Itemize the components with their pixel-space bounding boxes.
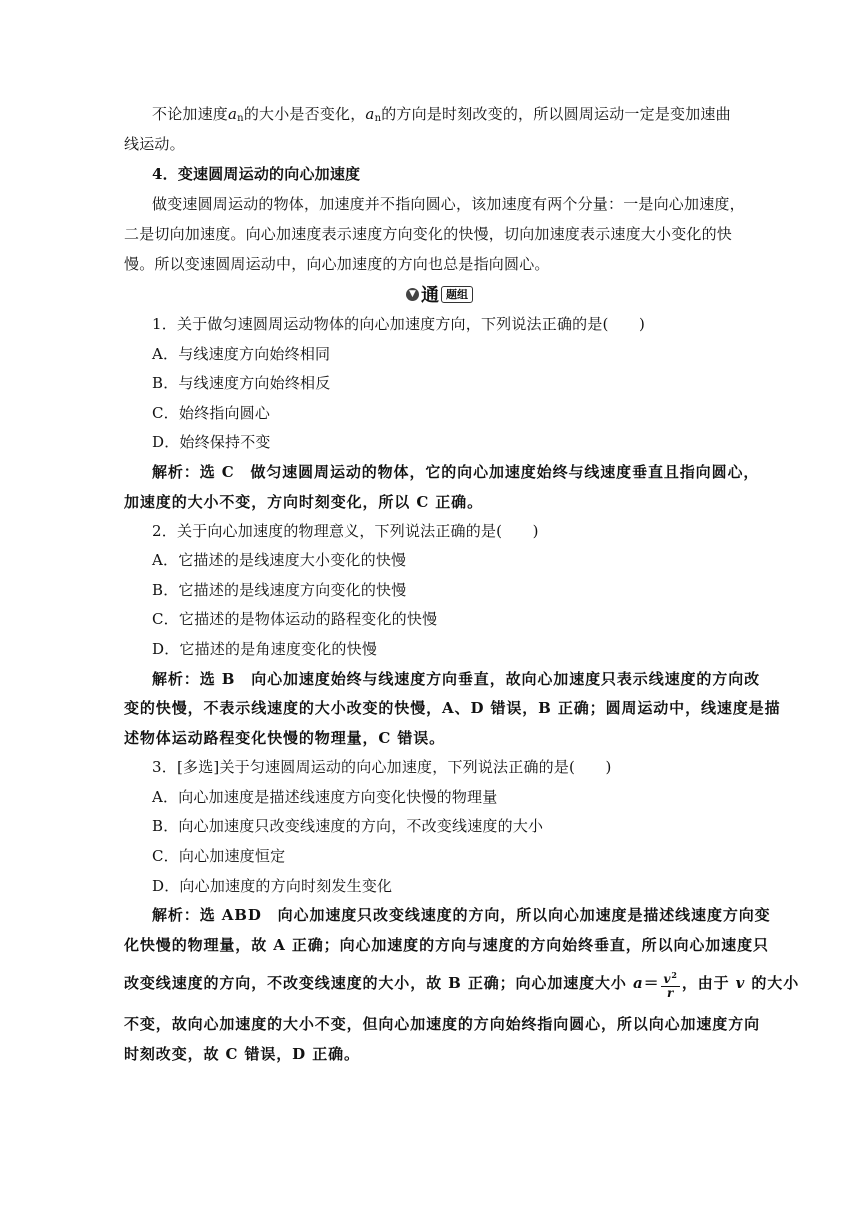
question-3-option-b: B．向心加速度只改变线速度的方向，不改变线速度的大小 xyxy=(152,817,544,835)
subscript-n: n xyxy=(374,113,382,124)
question-2-option-a: A．它描述的是线速度大小变化的快慢 xyxy=(152,551,407,569)
badge-box-label: 题组 xyxy=(441,286,473,303)
question-1-option-b: B．与线速度方向始终相反 xyxy=(152,374,331,392)
equals-sign: ＝ xyxy=(643,974,660,992)
exponent: 2 xyxy=(671,969,678,980)
fraction-denominator: r xyxy=(667,985,675,1000)
question-1-option-d: D．始终保持不变 xyxy=(152,433,271,451)
variable-circular-paragraph-line-2: 二是切向加速度。向心加速度表示速度方向变化的快慢，切向加速度表示速度大小变化的快 xyxy=(124,225,733,243)
variable-a: a xyxy=(228,105,238,123)
text-run: ，由于 xyxy=(681,974,736,992)
question-2-explanation-line-3: 述物体运动路程变化快慢的物理量，C 错误。 xyxy=(124,729,446,747)
variable-a: a xyxy=(632,974,644,992)
question-1-explanation-line-1: 解析：选 C 做匀速圆周运动的物体，它的向心加速度始终与线速度垂直且指向圆心， xyxy=(152,463,760,481)
variable-a: a xyxy=(365,105,375,123)
variable-circular-paragraph-line-1: 做变速圆周运动的物体，加速度并不指向圆心，该加速度有两个分量：一是向心加速度， xyxy=(152,195,745,213)
text-run: 不论加速度 xyxy=(152,105,229,123)
text-run: 的大小是否变化， xyxy=(243,105,366,123)
question-2-explanation-line-2: 变的快慢，不表示线速度的大小改变的快慢，A、D 错误，B 正确；圆周运动中，线速度是描 xyxy=(124,699,781,717)
question-3-explanation-line-1: 解析：选 ABD 向心加速度只改变线速度的方向，所以向心加速度是描述线速度方向变 xyxy=(152,906,771,924)
variable-v: v xyxy=(735,974,746,992)
question-2-option-c: C．它描述的是物体运动的路程变化的快慢 xyxy=(152,610,438,628)
question-1-stem: 1．关于做匀速圆周运动物体的向心加速度方向，下列说法正确的是( ) xyxy=(152,315,646,333)
question-3-explanation-line-3 xyxy=(124,966,800,1000)
subscript-n: n xyxy=(237,113,244,124)
exercise-group-badge xyxy=(406,283,478,305)
question-2-option-d: D．它描述的是角速度变化的快慢 xyxy=(152,640,378,658)
section-heading-4: 4．变速圆周运动的向心加速度 xyxy=(152,165,361,183)
question-3-option-d: D．向心加速度的方向时刻发生变化 xyxy=(152,877,393,895)
question-2-option-b: B．它描述的是线速度方向变化的快慢 xyxy=(152,581,407,599)
text-run: 的方向是时刻改变的，所以圆周运动一定是变加速曲 xyxy=(381,105,731,123)
question-1-option-c: C．始终指向圆心 xyxy=(152,404,271,422)
intro-paragraph-line-1 xyxy=(152,103,772,130)
chevron-down-icon: ▼ xyxy=(406,288,419,301)
question-2-stem: 2．关于向心加速度的物理意义，下列说法正确的是( ) xyxy=(152,522,539,540)
fraction-v2-over-r xyxy=(661,969,679,1000)
fraction-numerator xyxy=(661,969,679,987)
text-run: 的大小 xyxy=(745,974,800,992)
question-1-option-a: A．与线速度方向始终相同 xyxy=(152,345,331,363)
text-run: 改变线速度的方向，不改变线速度的大小，故 B 正确；向心加速度大小 xyxy=(124,974,633,992)
question-2-explanation-line-1: 解析：选 B 向心加速度始终与线速度方向垂直，故向心加速度只表示线速度的方向改 xyxy=(152,670,761,688)
variable-circular-paragraph-line-3: 慢。所以变速圆周运动中，向心加速度的方向也总是指向圆心。 xyxy=(124,255,550,273)
question-3-explanation-line-2: 化快慢的物理量，故 A 正确；向心加速度的方向与速度的方向始终垂直，所以向心加速度只 xyxy=(124,936,769,954)
question-3-stem: 3．[多选]关于匀速圆周运动的向心加速度，下列说法正确的是( ) xyxy=(152,758,612,776)
question-3-explanation-line-4: 不变，故向心加速度的大小不变，但向心加速度的方向始终指向圆心，所以向心加速度方向 xyxy=(124,1015,761,1033)
question-3-explanation-line-5: 时刻改变，故 C 错误，D 正确。 xyxy=(124,1045,360,1063)
variable-v: v xyxy=(663,971,672,986)
intro-paragraph-line-2: 线运动。 xyxy=(124,135,185,153)
question-3-option-c: C．向心加速度恒定 xyxy=(152,847,286,865)
question-1-explanation-line-2: 加速度的大小不变，方向时刻变化，所以 C 正确。 xyxy=(124,493,483,511)
badge-main-char: 通 xyxy=(421,285,439,306)
question-3-option-a: A．向心加速度是描述线速度方向变化快慢的物理量 xyxy=(152,788,498,806)
